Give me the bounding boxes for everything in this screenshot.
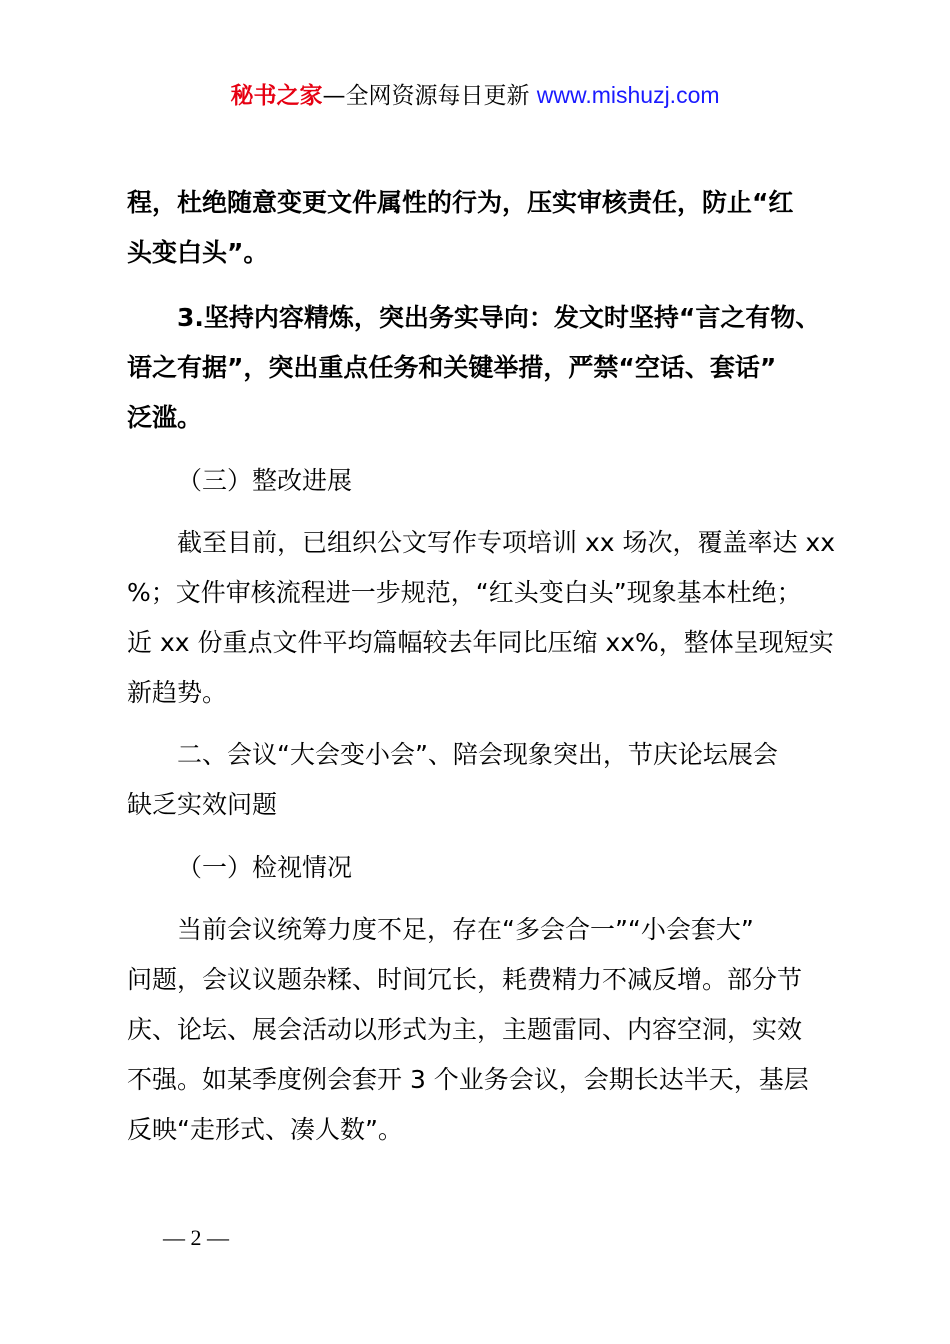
subheading-inspection <box>127 843 833 893</box>
section-heading-meetings <box>127 730 833 830</box>
text-line: 二、会议“大会变小会”、陪会现象突出，节庆论坛展会 <box>177 740 778 769</box>
text-line: 缺乏实效问题 <box>127 790 278 819</box>
site-url[interactable]: www.mishuzj.com <box>536 82 720 108</box>
text-line: 当前会议统筹力度不足，存在“多会合一”“小会套大” <box>177 915 754 944</box>
text-line: 程，杜绝随意变更文件属性的行为，压实审核责任，防止“红 <box>127 188 794 217</box>
subheading-rectification-progress <box>127 456 833 506</box>
text-line: 庆、论坛、展会活动以形式为主，主题雷同、内容空洞，实效 <box>127 1015 803 1044</box>
text-line: 3.坚持内容精炼，突出务实导向：发文时坚持“言之有物、 <box>177 303 821 332</box>
text-line: 头变白头”。 <box>127 238 269 267</box>
heading-text: （一）检视情况 <box>177 853 353 882</box>
text-line: 语之有据”，突出重点任务和关键举措，严禁“空话、套话” <box>127 353 777 382</box>
site-tagline: —全网资源每日更新 <box>322 83 537 109</box>
site-brand: 秘书之家 <box>230 83 323 109</box>
text-line: 新趋势。 <box>127 678 228 707</box>
text-line: 近 xx 份重点文件平均篇幅较去年同比压缩 xx%，整体呈现短实 <box>127 628 834 657</box>
text-line: %；文件审核流程进一步规范，“红头变白头”现象基本杜绝； <box>127 578 802 607</box>
text-line: 问题，会议议题杂糅、时间冗长，耗费精力不减反增。部分节 <box>127 965 803 994</box>
paragraph-inspection <box>127 905 833 1155</box>
text-line: 截至目前，已组织公文写作专项培训 xx 场次，覆盖率达 xx <box>177 528 836 557</box>
text-line: 反映“走形式、凑人数”。 <box>127 1115 403 1144</box>
heading-text: （三）整改进展 <box>177 466 353 495</box>
text-line: 泛滥。 <box>127 403 203 432</box>
page-number: — 2 — <box>163 1225 229 1250</box>
site-header <box>0 78 950 113</box>
paragraph-progress <box>127 518 836 718</box>
text-line: 不强。如某季度例会套开 3 个业务会议，会期长达半天，基层 <box>127 1065 809 1094</box>
paragraph-point-3 <box>127 293 833 443</box>
paragraph-continuation <box>127 178 833 278</box>
